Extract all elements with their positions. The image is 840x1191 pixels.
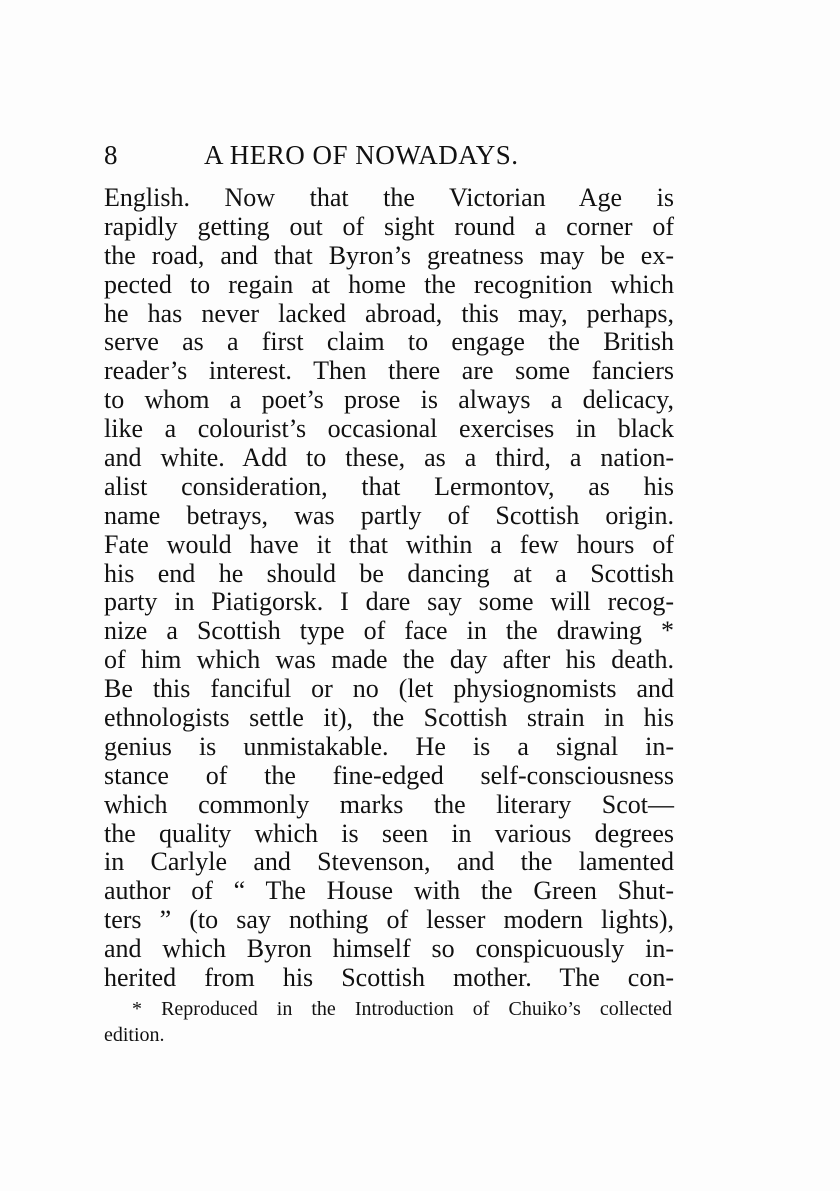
text-line: ters ” (to say nothing of lesser modern lights), xyxy=(104,905,674,935)
text-line: serve as a first claim to engage the British xyxy=(104,327,674,357)
text-line: genius is unmistakable. He is a signal in- xyxy=(104,731,674,761)
text-line: he has never lacked abroad, this may, perhaps, xyxy=(104,298,674,328)
page-header xyxy=(104,140,684,180)
text-line: the road, and that Byron’s greatness may be ex- xyxy=(104,240,674,270)
text-line: and white. Add to these, as a third, a nation- xyxy=(104,443,674,473)
text-line: alist consideration, that Lermontov, as his xyxy=(104,471,674,501)
text-line: nize a Scottish type of face in the drawing * xyxy=(104,616,674,646)
text-line: like a colourist’s occasional exercises in black xyxy=(104,414,674,444)
text-line: the quality which is seen in various degrees xyxy=(104,818,674,848)
text-line: author of “ The House with the Green Shut- xyxy=(104,876,674,906)
running-title: A HERO OF NOWADAYS. xyxy=(204,140,519,170)
text-line: herited from his Scottish mother. The con- xyxy=(104,963,674,993)
footnote xyxy=(104,996,672,1048)
footnote-line: edition. xyxy=(104,1024,165,1046)
text-line: his end he should be dancing at a Scottish xyxy=(104,558,674,588)
text-line: English. Now that the Victorian Age is xyxy=(104,183,674,212)
text-line: pected to regain at home the recognition which xyxy=(104,269,674,299)
page-number: 8 xyxy=(104,140,118,170)
text-line: which commonly marks the literary Scot— xyxy=(104,789,674,819)
text-line: stance of the fine-edged self-consciousness xyxy=(104,760,674,790)
text-line: of him which was made the day after his death. xyxy=(104,645,674,675)
text-line: Fate would have it that within a few hours of xyxy=(104,529,674,559)
text-line: party in Piatigorsk. I dare say some will recog- xyxy=(104,587,674,617)
footnote-line: * Reproduced in the Introduction of Chuiko’s collected xyxy=(132,998,672,1020)
text-line: to whom a poet’s prose is always a delicacy, xyxy=(104,385,674,415)
text-line: Be this fanciful or no (let physiognomists and xyxy=(104,674,674,704)
body-text xyxy=(104,184,674,993)
text-line: rapidly getting out of sight round a corner of xyxy=(104,211,674,241)
text-line: in Carlyle and Stevenson, and the lamented xyxy=(104,847,674,877)
text-line: ethnologists settle it), the Scottish strain in his xyxy=(104,703,674,733)
text-line: name betrays, was partly of Scottish origin. xyxy=(104,500,674,530)
text-line: and which Byron himself so conspicuously in- xyxy=(104,934,674,964)
text-line: reader’s interest. Then there are some fanciers xyxy=(104,356,674,386)
